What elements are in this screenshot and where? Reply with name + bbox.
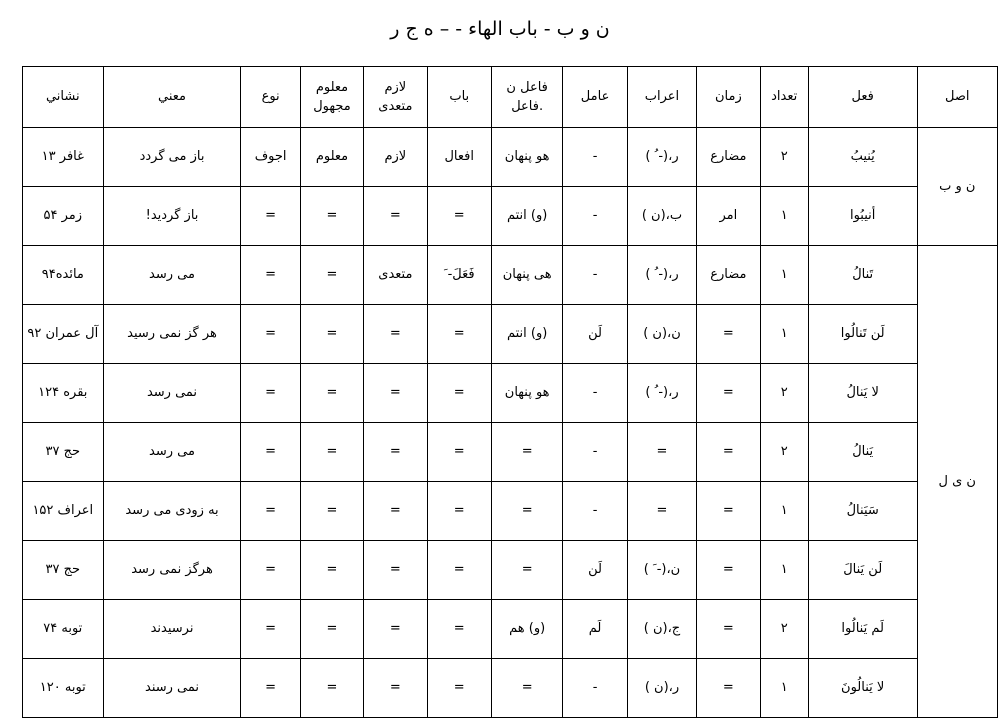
cell-amel: - xyxy=(563,246,627,305)
header-fel: فعل xyxy=(808,67,917,128)
cell-erab: ر،(- ُ ) xyxy=(627,128,696,187)
table-row xyxy=(23,128,998,187)
cell-neshani: مائده٩۴ xyxy=(23,246,104,305)
cell-mani: باز گردید! xyxy=(103,187,241,246)
header-mani: معني xyxy=(103,67,241,128)
table-row xyxy=(23,482,998,541)
cell-zaman: = xyxy=(697,482,760,541)
cell-fel: أنيبُوا xyxy=(808,187,917,246)
cell-fel: لَن يَنالَ xyxy=(808,541,917,600)
cell-mani: نمی رسند xyxy=(103,659,241,718)
cell-noe: = xyxy=(241,187,300,246)
cell-mani: باز می گردد xyxy=(103,128,241,187)
cell-erab: = xyxy=(627,482,696,541)
cell-fael: (و) هم xyxy=(491,600,562,659)
cell-noe: = xyxy=(241,482,300,541)
cell-lazem: = xyxy=(364,600,427,659)
cell-amel: - xyxy=(563,659,627,718)
cell-lazem: = xyxy=(364,305,427,364)
cell-fel: يَنالُ xyxy=(808,423,917,482)
cell-fel: يُنيبُ xyxy=(808,128,917,187)
cell-neshani: توبه ٧۴ xyxy=(23,600,104,659)
cell-erab: = xyxy=(627,423,696,482)
cell-erab: ر،(- ُ ) xyxy=(627,364,696,423)
cell-malum: = xyxy=(300,600,363,659)
cell-erab: ن،(- َ ) xyxy=(627,541,696,600)
cell-zaman: = xyxy=(697,541,760,600)
cell-fel: سَيَنالُ xyxy=(808,482,917,541)
cell-mani: می رسد xyxy=(103,423,241,482)
cell-erab: ب،(ن ) xyxy=(627,187,696,246)
cell-tedad: ٢ xyxy=(760,128,808,187)
cell-amel: - xyxy=(563,364,627,423)
cell-noe: = xyxy=(241,423,300,482)
cell-erab: ج،(ن ) xyxy=(627,600,696,659)
cell-malum: = xyxy=(300,482,363,541)
cell-bab: = xyxy=(427,541,491,600)
cell-fel: لَن تَنالُوا xyxy=(808,305,917,364)
cell-tedad: ١ xyxy=(760,187,808,246)
cell-noe: = xyxy=(241,305,300,364)
header-malum: معلوم مجهول xyxy=(300,67,363,128)
cell-tedad: ١ xyxy=(760,659,808,718)
cell-amel: - xyxy=(563,187,627,246)
table-row xyxy=(23,305,998,364)
table-row xyxy=(23,246,998,305)
header-zaman: زمان xyxy=(697,67,760,128)
cell-fael: = xyxy=(491,482,562,541)
cell-fel: لا يَنالُونَ xyxy=(808,659,917,718)
cell-fel: تَنالُ xyxy=(808,246,917,305)
cell-zaman: امر xyxy=(697,187,760,246)
cell-bab: = xyxy=(427,423,491,482)
cell-bab: فَعَلَ- َ xyxy=(427,246,491,305)
cell-malum: = xyxy=(300,423,363,482)
cell-erab: ر،(- ُ ) xyxy=(627,246,696,305)
header-neshani: نشاني xyxy=(23,67,104,128)
cell-fel: لَم يَنالُوا xyxy=(808,600,917,659)
cell-neshani: حج ٣٧ xyxy=(23,423,104,482)
cell-zaman: = xyxy=(697,600,760,659)
cell-bab: = xyxy=(427,482,491,541)
cell-malum: معلوم xyxy=(300,128,363,187)
cell-zaman: = xyxy=(697,423,760,482)
cell-tedad: ١ xyxy=(760,482,808,541)
cell-mani: هرگز نمی رسد xyxy=(103,541,241,600)
cell-zaman: مضارع xyxy=(697,246,760,305)
cell-amel: - xyxy=(563,423,627,482)
cell-mani: به زودی می رسد xyxy=(103,482,241,541)
cell-zaman: مضارع xyxy=(697,128,760,187)
table-row xyxy=(23,600,998,659)
table-body xyxy=(23,128,998,718)
cell-neshani: آل عمران ٩٢ xyxy=(23,305,104,364)
header-erab: اعراب xyxy=(627,67,696,128)
header-bab: باب xyxy=(427,67,491,128)
header-row xyxy=(23,67,998,128)
cell-noe: = xyxy=(241,541,300,600)
cell-malum: = xyxy=(300,246,363,305)
cell-tedad: ١ xyxy=(760,246,808,305)
header-noe: نوع xyxy=(241,67,300,128)
table-row xyxy=(23,364,998,423)
cell-lazem: = xyxy=(364,187,427,246)
cell-fael: هو پنهان xyxy=(491,128,562,187)
table-row xyxy=(23,541,998,600)
cell-malum: = xyxy=(300,541,363,600)
cell-bab: = xyxy=(427,600,491,659)
header-lazem: لازم متعدی xyxy=(364,67,427,128)
cell-tedad: ٢ xyxy=(760,423,808,482)
cell-fael: = xyxy=(491,659,562,718)
cell-fael: (و) انتم xyxy=(491,305,562,364)
cell-lazem: متعدی xyxy=(364,246,427,305)
cell-neshani: غافر ١٣ xyxy=(23,128,104,187)
cell-amel: لَن xyxy=(563,541,627,600)
cell-malum: = xyxy=(300,659,363,718)
header-tedad: تعداد xyxy=(760,67,808,128)
cell-fael: هو پنهان xyxy=(491,364,562,423)
cell-neshani: اعراف ١۵٢ xyxy=(23,482,104,541)
table-row xyxy=(23,423,998,482)
cell-tedad: ١ xyxy=(760,305,808,364)
cell-bab: = xyxy=(427,187,491,246)
cell-fael: هی پنهان xyxy=(491,246,562,305)
cell-lazem: = xyxy=(364,659,427,718)
cell-mani: نرسیدند xyxy=(103,600,241,659)
cell-bab: افعال xyxy=(427,128,491,187)
cell-fel: لا يَنالُ xyxy=(808,364,917,423)
cell-mani: هر گز نمی رسید xyxy=(103,305,241,364)
cell-amel: - xyxy=(563,128,627,187)
verb-table xyxy=(22,66,998,718)
cell-mani: می رسد xyxy=(103,246,241,305)
cell-lazem: = xyxy=(364,482,427,541)
page-title: ن و ب - باب الهاء - – ه ج ر xyxy=(390,18,610,40)
cell-zaman: = xyxy=(697,364,760,423)
cell-neshani: حج ٣٧ xyxy=(23,541,104,600)
cell-malum: = xyxy=(300,364,363,423)
cell-lazem: لازم xyxy=(364,128,427,187)
cell-amel: لَن xyxy=(563,305,627,364)
cell-lazem: = xyxy=(364,364,427,423)
cell-malum: = xyxy=(300,187,363,246)
cell-amel: - xyxy=(563,482,627,541)
cell-bab: = xyxy=(427,659,491,718)
cell-noe: = xyxy=(241,364,300,423)
cell-erab: ر،(ن ) xyxy=(627,659,696,718)
cell-erab: ن،(ن ) xyxy=(627,305,696,364)
cell-fael: = xyxy=(491,423,562,482)
root-cell: ن و ب xyxy=(917,128,997,246)
table-row xyxy=(23,659,998,718)
cell-tedad: ١ xyxy=(760,541,808,600)
cell-bab: = xyxy=(427,364,491,423)
table-row xyxy=(23,187,998,246)
cell-lazem: = xyxy=(364,423,427,482)
cell-zaman: = xyxy=(697,659,760,718)
cell-noe: = xyxy=(241,246,300,305)
cell-neshani: توبه ١٢٠ xyxy=(23,659,104,718)
header-fael: فاعل ن .فاعل xyxy=(491,67,562,128)
cell-bab: = xyxy=(427,305,491,364)
cell-malum: = xyxy=(300,305,363,364)
cell-noe: اجوف xyxy=(241,128,300,187)
cell-tedad: ٢ xyxy=(760,364,808,423)
cell-fael: (و) انتم xyxy=(491,187,562,246)
cell-zaman: = xyxy=(697,305,760,364)
cell-tedad: ٢ xyxy=(760,600,808,659)
cell-mani: نمی رسد xyxy=(103,364,241,423)
root-cell: ن ی ل xyxy=(917,246,997,718)
cell-neshani: زمر ۵۴ xyxy=(23,187,104,246)
cell-noe: = xyxy=(241,659,300,718)
cell-amel: لَم xyxy=(563,600,627,659)
cell-fael: = xyxy=(491,541,562,600)
cell-lazem: = xyxy=(364,541,427,600)
header-amel: عامل xyxy=(563,67,627,128)
cell-noe: = xyxy=(241,600,300,659)
cell-neshani: بقره ١٢۴ xyxy=(23,364,104,423)
header-asl: اصل xyxy=(917,67,997,128)
